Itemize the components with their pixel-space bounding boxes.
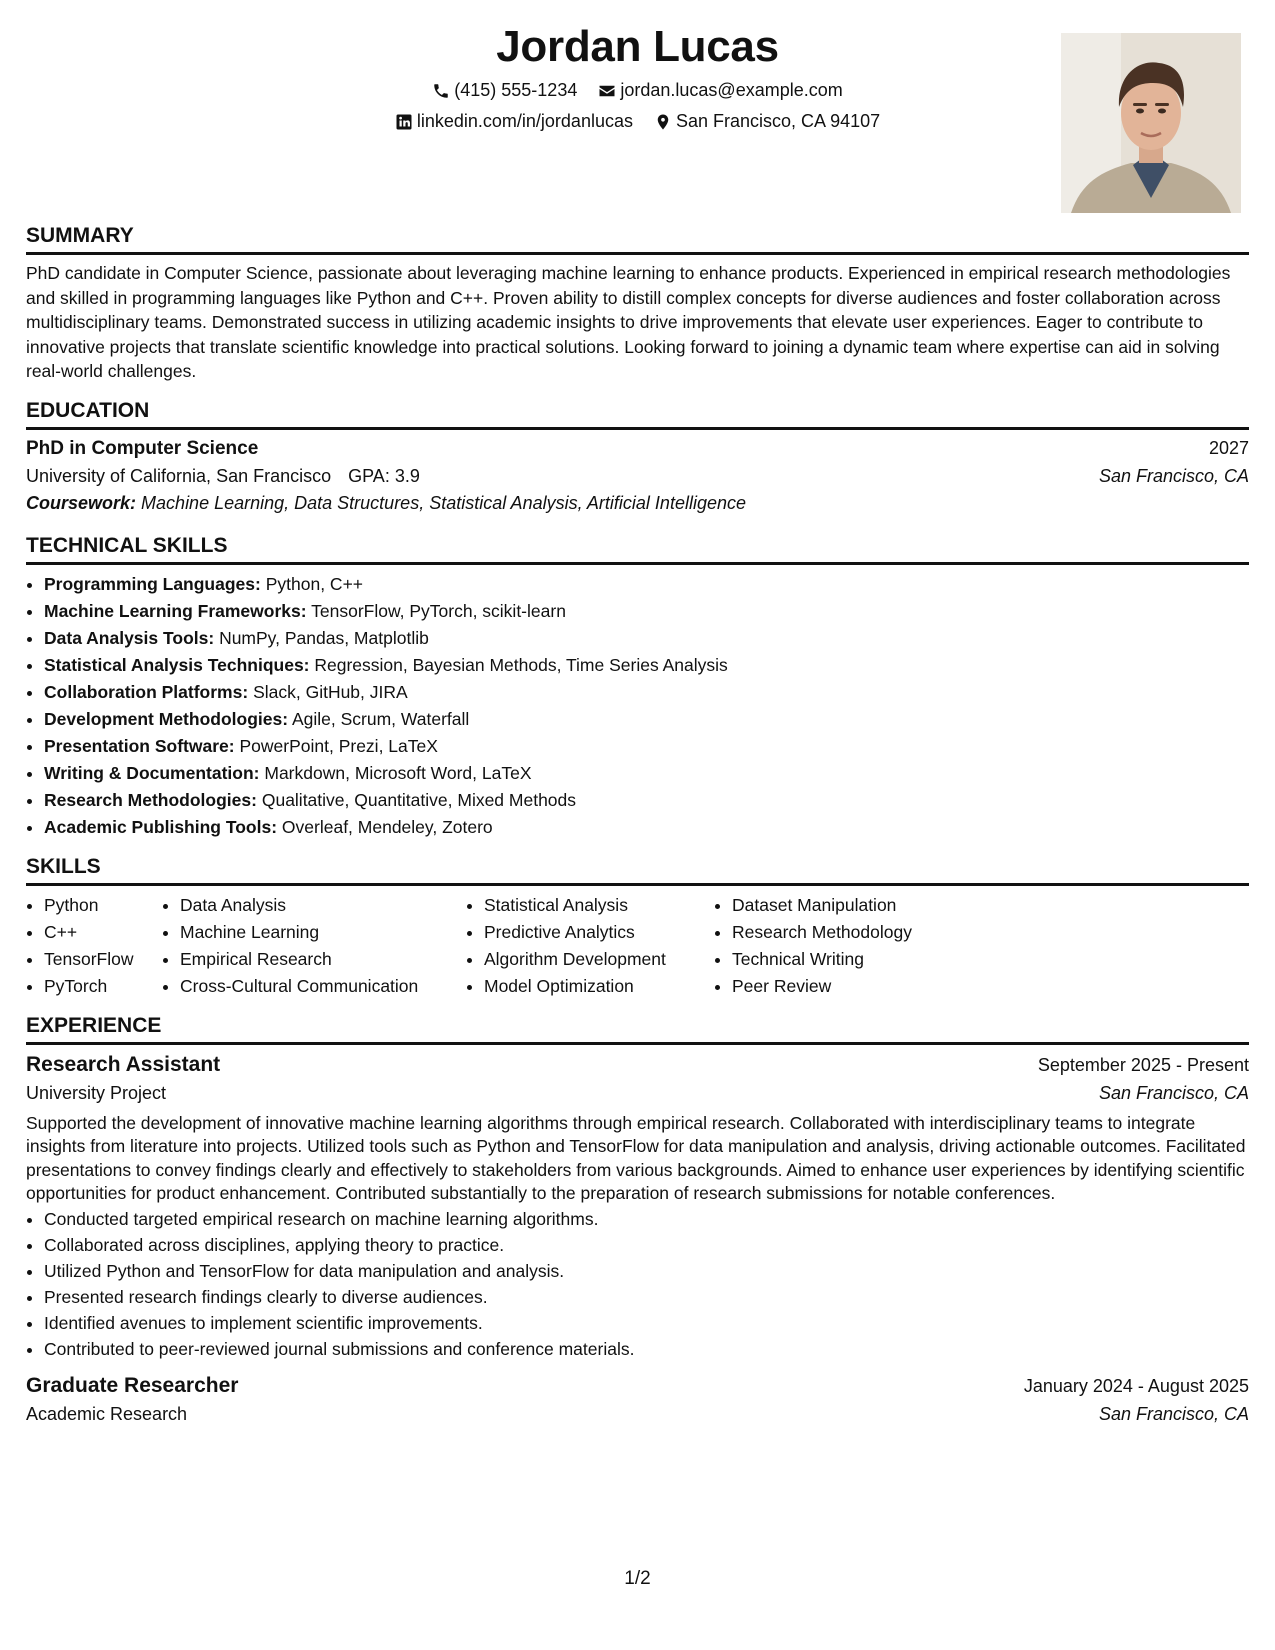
- location-contact: [654, 111, 880, 132]
- skill-category-value: Agile, Scrum, Waterfall: [291, 708, 470, 729]
- list-item: • Machine Learning: [180, 919, 466, 946]
- email-contact[interactable]: [598, 80, 842, 101]
- profile-photo: [1061, 33, 1241, 213]
- phone-text: (415) 555-1234: [454, 80, 578, 100]
- list-item: [44, 625, 1249, 652]
- gpa: GPA: 3.9: [348, 465, 420, 486]
- linkedin-contact[interactable]: [395, 111, 633, 132]
- skill-category-label: Writing & Documentation:: [44, 762, 260, 783]
- list-item: • Peer Review: [732, 973, 982, 1000]
- skill-category-value: Regression, Bayesian Methods, Time Series Analysis: [314, 654, 728, 675]
- list-item: • PyTorch: [44, 973, 162, 1000]
- phone-contact[interactable]: [432, 80, 577, 101]
- experience-section: [26, 1012, 1249, 1425]
- skills-column-1: [26, 892, 162, 1000]
- list-item: • Model Optimization: [484, 973, 714, 1000]
- job-dates: September 2025 - Present: [1037, 1054, 1249, 1075]
- envelope-icon: [598, 82, 616, 100]
- job-title-row: [26, 1053, 1249, 1077]
- list-item: [44, 814, 1249, 841]
- skill-category-label: Academic Publishing Tools:: [44, 816, 278, 837]
- list-item: • Statistical Analysis: [484, 892, 714, 919]
- summary-text: PhD candidate in Computer Science, passionate about leveraging machine learning to enhance products. Experienced in empirical research methodologies and skilled in programming languages like Python and C++. Proven ability to distill complex concepts for diverse audiences and foster collaboration across multidisciplinary teams. Demonstrated success in utilizing academic insights to drive improvements that elevate user experiences. Eager to contribute to innovative projects that translate scientific knowledge into practical solutions. Looking forward to joining a dynamic team where expertise can aid in solving real-world challenges.: [26, 263, 1231, 381]
- skill-category-label: Programming Languages:: [44, 573, 261, 594]
- degree-name: PhD in Computer Science: [26, 437, 259, 459]
- summary-heading: SUMMARY: [26, 222, 1249, 255]
- skills-section: [26, 853, 1249, 1000]
- list-item: [44, 760, 1249, 787]
- list-item: • Data Analysis: [180, 892, 466, 919]
- list-item: • Research Methodology: [732, 919, 982, 946]
- job-org-row: [26, 1083, 1249, 1104]
- list-item: • Contributed to peer-reviewed journal submissions and conference materials.: [44, 1336, 1249, 1362]
- list-item: • TensorFlow: [44, 946, 162, 973]
- phone-icon: [432, 82, 450, 100]
- candidate-name: Jordan Lucas: [496, 22, 779, 71]
- skills-column-4: [714, 892, 982, 1000]
- job-description: Supported the development of innovative machine learning algorithms through empirical research. Collaborated with interdisciplinary teams to integrate insights from literature into projects. Utilized tools such as Python and TensorFlow for data manipulation and analysis, driving actionable outcomes. Facilitated presentations to convey findings clearly and effectively to stakeholders from various backgrounds. Aimed to enhance user experiences by identifying scientific opportunities for product enhancement. Contributed substantially to the preparation of research submissions for notable conferences.: [26, 1112, 1246, 1203]
- skill-category-value: PowerPoint, Prezi, LaTeX: [239, 735, 438, 756]
- resume-header: [26, 0, 1249, 222]
- list-item: [44, 706, 1249, 733]
- job-entry: [26, 1374, 1249, 1425]
- list-item: • Algorithm Development: [484, 946, 714, 973]
- school-location: San Francisco, CA: [1098, 465, 1249, 486]
- job-bullets: [26, 1206, 1249, 1362]
- list-item: • Presented research findings clearly to diverse audiences.: [44, 1284, 1249, 1310]
- list-item: [44, 679, 1249, 706]
- experience-heading: EXPERIENCE: [26, 1012, 1249, 1045]
- linkedin-text: linkedin.com/in/jordanlucas: [416, 111, 633, 131]
- list-item: [44, 598, 1249, 625]
- list-item: • Predictive Analytics: [484, 919, 714, 946]
- skill-category-label: Collaboration Platforms:: [44, 681, 249, 702]
- skill-category-label: Research Methodologies:: [44, 789, 257, 810]
- linkedin-icon: [395, 113, 413, 131]
- job-title: Research Assistant: [26, 1052, 221, 1076]
- skill-category-value: Overleaf, Mendeley, Zotero: [281, 816, 493, 837]
- list-item: • Conducted targeted empirical research on machine learning algorithms.: [44, 1206, 1249, 1232]
- list-item: • C++: [44, 919, 162, 946]
- coursework: [26, 493, 1249, 514]
- skills-heading: SKILLS: [26, 853, 1249, 886]
- education-section: [26, 397, 1249, 514]
- job-org-row: [26, 1404, 1249, 1425]
- list-item: • Utilized Python and TensorFlow for data manipulation and analysis.: [44, 1258, 1249, 1284]
- skill-category-label: Statistical Analysis Techniques:: [44, 654, 310, 675]
- job-title-row: [26, 1374, 1249, 1398]
- location-text: San Francisco, CA 94107: [676, 111, 881, 131]
- skill-category-label: Machine Learning Frameworks:: [44, 600, 307, 621]
- skill-category-label: Development Methodologies:: [44, 708, 289, 729]
- list-item: • Dataset Manipulation: [732, 892, 982, 919]
- list-item: • Identified avenues to implement scientific improvements.: [44, 1310, 1249, 1336]
- list-item: • Technical Writing: [732, 946, 982, 973]
- job-location: San Francisco, CA: [1098, 1082, 1249, 1103]
- skills-column-2: [162, 892, 466, 1000]
- summary-section: [26, 222, 1249, 384]
- education-heading: EDUCATION: [26, 397, 1249, 430]
- list-item: [44, 787, 1249, 814]
- list-item: • Cross-Cultural Communication: [180, 973, 466, 1000]
- list-item: • Collaborated across disciplines, applying theory to practice.: [44, 1232, 1249, 1258]
- job-organization: University Project: [26, 1082, 167, 1103]
- skills-column-3: [466, 892, 714, 1000]
- skill-category-label: Presentation Software:: [44, 735, 235, 756]
- graduation-year: 2027: [1208, 437, 1249, 458]
- list-item: [44, 571, 1249, 598]
- job-dates: January 2024 - August 2025: [1023, 1375, 1249, 1396]
- list-item: • Empirical Research: [180, 946, 466, 973]
- skill-category-value: Slack, GitHub, JIRA: [253, 681, 408, 702]
- job-location: San Francisco, CA: [1098, 1403, 1249, 1424]
- email-text: jordan.lucas@example.com: [620, 80, 843, 100]
- map-pin-icon: [654, 113, 672, 131]
- education-school-row: [26, 466, 1249, 487]
- education-degree-row: [26, 438, 1249, 460]
- coursework-list: Machine Learning, Data Structures, Statistical Analysis, Artificial Intelligence: [141, 492, 746, 513]
- skill-category-value: NumPy, Pandas, Matplotlib: [219, 627, 429, 648]
- skill-category-label: Data Analysis Tools:: [44, 627, 215, 648]
- technical-skills-heading: TECHNICAL SKILLS: [26, 532, 1249, 565]
- school-info: [26, 466, 420, 487]
- list-item: [44, 652, 1249, 679]
- coursework-label: Coursework:: [26, 492, 137, 513]
- school-name: University of California, San Francisco: [26, 465, 332, 486]
- resume-page: [26, 0, 1249, 1425]
- page-number: 1/2: [624, 1568, 651, 1589]
- list-item: [44, 733, 1249, 760]
- skill-category-value: Qualitative, Quantitative, Mixed Methods: [261, 789, 577, 810]
- job-title: Graduate Researcher: [26, 1373, 239, 1397]
- skill-category-value: Python, C++: [265, 573, 364, 594]
- technical-skills-section: [26, 532, 1249, 841]
- job-organization: Academic Research: [26, 1403, 188, 1424]
- skill-category-value: TensorFlow, PyTorch, scikit-learn: [311, 600, 566, 621]
- technical-skills-list: [26, 571, 1249, 841]
- skill-category-value: Markdown, Microsoft Word, LaTeX: [264, 762, 532, 783]
- job-entry: [26, 1053, 1249, 1362]
- skills-grid: [26, 892, 1249, 1000]
- list-item: • Python: [44, 892, 162, 919]
